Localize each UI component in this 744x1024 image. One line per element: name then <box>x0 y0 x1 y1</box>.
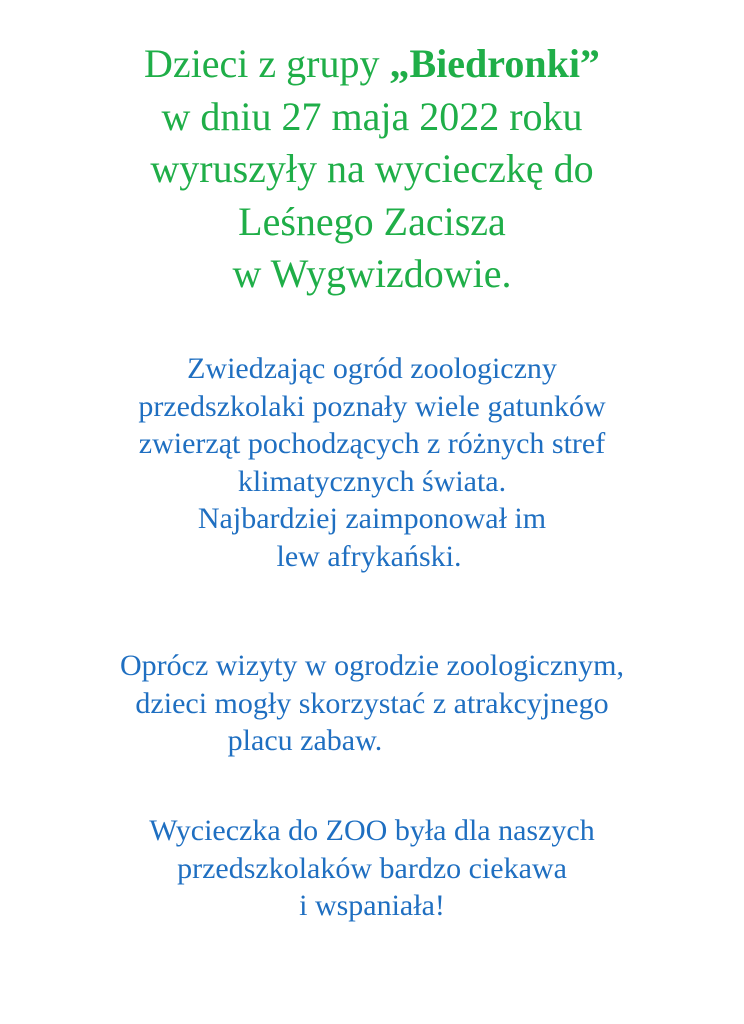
heading-line-5: w Wygwizdowie. <box>232 251 512 296</box>
paragraph-2-line-2: dzieci mogły skorzystać z atrakcyjnego <box>135 686 609 720</box>
group-name: „Biedronki” <box>389 41 600 86</box>
paragraph-2-line-3: placu zabaw. <box>227 724 383 757</box>
paragraph-1-line-5: Najbardziej zaimponował im <box>197 502 547 535</box>
paragraph-zoo-visit <box>0 350 744 575</box>
paragraph-3-line-2: przedszkolaków bardzo ciekawa <box>177 851 567 885</box>
paragraph-1-line-4: klimatycznych świata. <box>237 464 507 498</box>
heading-line-3: wyruszyły na wycieczkę do <box>150 146 594 191</box>
heading-line-1-text: Dzieci z grupy <box>144 41 390 86</box>
paragraph-3-line-3: i wspaniała! <box>299 889 445 922</box>
paragraph-1-line-1: Zwiedzając ogród zoologiczny <box>187 352 557 385</box>
paragraph-2-line-1: Oprócz wizyty w ogrodzie zoologicznym, <box>119 649 624 682</box>
paragraph-1-line-2: przedszkolaki poznały wiele gatunków <box>138 389 606 423</box>
heading-line-2: w dniu 27 maja 2022 roku <box>161 93 583 139</box>
heading-line-1 <box>0 38 744 91</box>
paragraph-3-line-1: Wycieczka do ZOO była dla naszych <box>149 814 595 847</box>
page-heading <box>0 38 744 301</box>
paragraph-playground <box>0 647 744 760</box>
paragraph-1-line-6: lew afrykański. <box>276 539 462 573</box>
paragraph-1-line-3: zwierząt pochodzących z różnych stref <box>138 427 606 460</box>
heading-line-4: Leśnego Zacisza <box>238 198 506 244</box>
paragraph-summary <box>0 812 744 925</box>
